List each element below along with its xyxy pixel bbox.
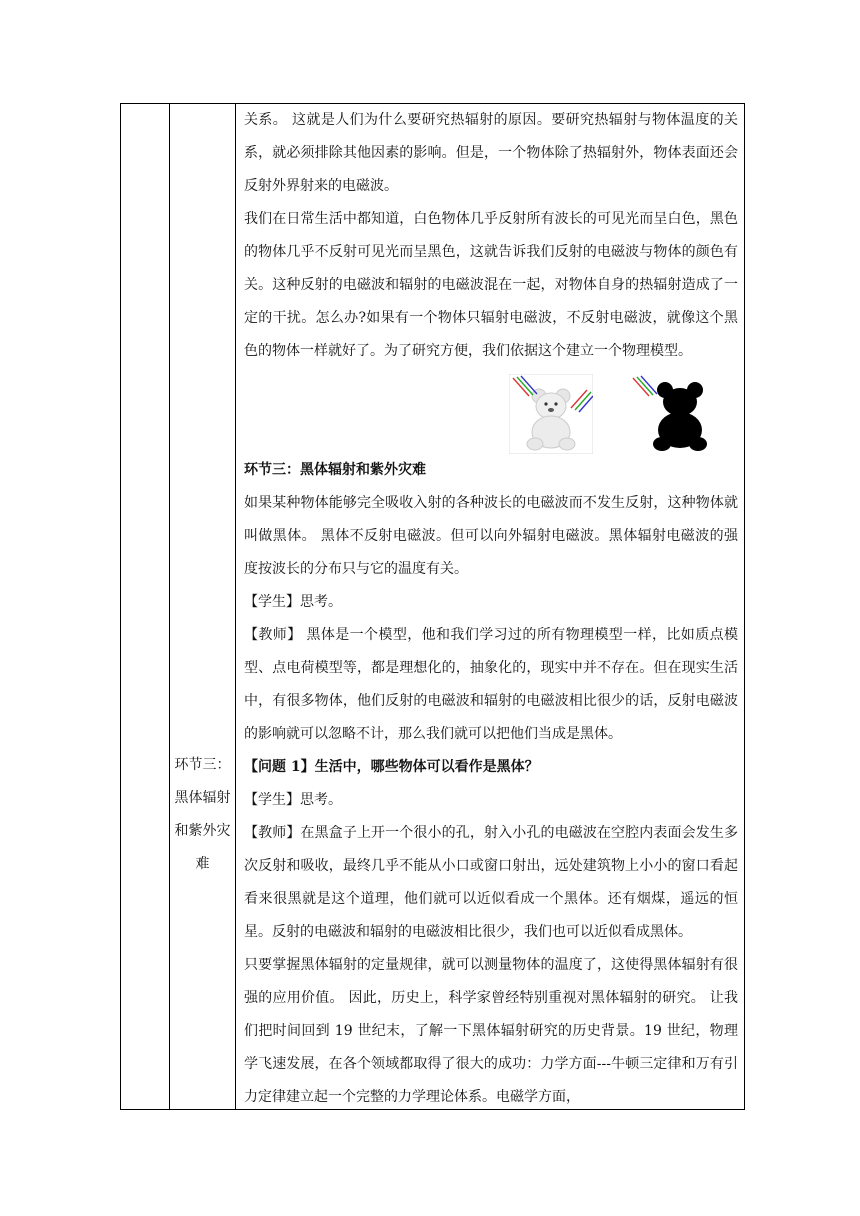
paragraph: 关系。 这就是人们为什么要研究热辐射的原因。要研究热辐射与物体温度的关系，就必须排除其他因素的影响。但是，一个物体除了热辐射外，物体表面还会反射外界射来的电磁波。 [244, 112, 738, 194]
paragraph: 【学生】思考。 [244, 594, 342, 610]
bear-figures [244, 368, 738, 454]
question-heading: 【问题 1】生活中，哪些物体可以看作是黑体？ [244, 759, 539, 775]
paragraph: 【学生】思考。 [244, 792, 342, 808]
column-divider-2 [235, 104, 236, 1109]
section-heading: 环节三：黑体辐射和紫外灾难 [244, 462, 426, 478]
lesson-content [244, 104, 738, 1114]
paragraph: 我们在日常生活中都知道，白色物体几乎反射所有波长的可见光而呈白色，黑色的物体几乎不反射可见光而呈黑色，这就告诉我们反射的电磁波与物体的颜色有关。这种反射的电磁波和辐射的电磁波混在一起，对物体自身的热辐射造成了一定的干扰。怎么办?如果有一个物体只辐射电磁波，不反射电磁波，就像这个黑色的物体一样就好了。为了研究方便，我们依据这个建立一个物理模型。 [244, 211, 738, 359]
lesson-table [120, 103, 745, 1110]
paragraph: 【教师】 黑体是一个模型，他和我们学习过的所有物理模型一样，比如质点模型、点电荷模型等，都是理想化的，抽象化的，现实中并不存在。但在现实生活中，有很多物体，他们反射的电磁波和辐射的电磁波相比很少的话，反射电磁波的影响就可以忽略不计，那么我们就可以把他们当成是黑体。 [244, 627, 738, 742]
section-side-label: 环节三：黑体辐射和紫外灾难 [174, 757, 231, 872]
white-bear-image [509, 374, 593, 454]
column-divider-1 [169, 104, 170, 1109]
paragraph: 如果某种物体能够完全吸收入射的各种波长的电磁波而不发生反射，这种物体就叫做黑体。 黑体不反射电磁波。但可以向外辐射电磁波。黑体辐射电磁波的强度按波长的分布只与它的温度有关。 [244, 495, 738, 577]
paragraph: 【教师】在黑盒子上开一个很小的孔，射入小孔的电磁波在空腔内表面会发生多次反射和吸收，最终几乎不能从小口或窗口射出，远处建筑物上小小的窗口看起看来很黑就是这个道理，他们就可以近似看成一个黑体。还有烟煤，遥远的恒星。反射的电磁波和辐射的电磁波相比很少，我们也可以近似看成黑体。 [244, 825, 738, 940]
paragraph: 只要掌握黑体辐射的定量规律，就可以测量物体的温度了，这使得黑体辐射有很强的应用价值。 因此，历史上，科学家曾经特别重视对黑体辐射的研究。 让我们把时间回到 19 世纪末，了解一下黑体辐射研究的历史背景。19 世纪，物理学飞速发展，在各个领域都取得了很大的成功：力学方面---牛顿三定律和万有引力定律建立起一个完整的力学理论体系。电磁学方面， [244, 957, 738, 1105]
black-bear-image [629, 374, 713, 454]
